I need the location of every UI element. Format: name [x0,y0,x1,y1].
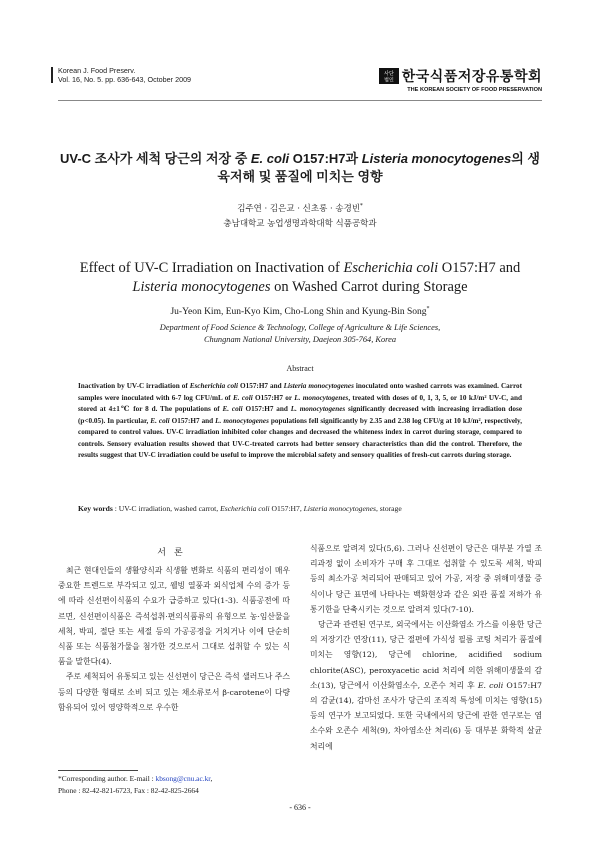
journal-citation [58,66,191,84]
footnote-punct: , [210,774,213,783]
section-heading-introduction: 서론 [157,548,191,558]
title-en-italic: Listeria monocytogenes [132,279,271,295]
title-en-part: Effect of UV-C Irradiation on Inactivation of [79,260,344,276]
title-ko-italic: E. coli [250,151,290,166]
abstract-italic: E. coli [222,405,243,413]
abstract-italic: L. monocytogenes [290,405,346,413]
abstract-italic: L. monocytogenes [215,416,269,425]
abstract-text: significantly decreased with increasing irradiation dose (p<0.05). In particular, [78,405,523,425]
footnote-rule [58,770,138,771]
abstract-text: Inactivation by UV-C irradiation of [78,382,190,390]
authors-english [58,306,542,317]
abstract-text: populations fell significantly by 2.35 and 2.38 log CFU/g at 10 kJ/m², respectively, compared to control values. UV-C irradiation inhibited color changes and decreased the whiteness index in carrot during storage, compared to controls. Sensory evaluation results showed that UV-C-treated carrots had better sensory characteristics than did the control. Therefore, the results suggest that UV-C irradiation could be useful to improve the microbial safety and sensory qualities of fresh-cut carrots during storage. [78,416,522,459]
affiliation-english [58,322,542,346]
header-rule [58,100,542,101]
society-logo-icon [379,68,399,84]
title-ko-part: UV-C 조사가 세척 당근의 저장 중 [60,151,251,166]
abstract-text: , treated with doses of 0, 1, 3, 5, or 10 kJ/m² UV-C, and stored at 4±1℃ for 8 d. The populations of [78,393,523,413]
title-ko-part: O157:H7과 [289,151,362,166]
paragraph-italic: E. coli [477,680,504,690]
authors-en-text: Ju-Yeon Kim, Eun-Kyo Kim, Cho-Long Shin and Kyung-Bin Song [170,307,427,318]
email-link[interactable]: kbsong@cnu.ac.kr [155,774,211,783]
society-name-ko: 한국식품저장유통학회 [401,68,542,84]
footnote-corresponding-author [58,773,298,796]
title-korean [58,150,542,186]
paragraph [310,617,542,754]
abstract-italic: Escherichia coli [189,382,239,390]
keywords-text: O157:H7, [269,504,304,513]
keywords-label: Key words [78,504,113,513]
journal-name: Korean J. Food Preserv. [58,66,136,75]
corresponding-mark: * [360,203,363,210]
society-header [379,66,542,93]
abstract-italic: E. coli [233,393,253,402]
corresponding-mark: * [426,306,430,312]
affiliation-en-line: Department of Food Science & Technology, College of Agriculture & Life Sciences, [159,323,441,332]
svg-text:법인: 법인 [383,77,394,84]
body-column-left [58,563,290,715]
paragraph: 주로 세척되어 유통되고 있는 신선편이 당근은 즉석 샐러드나 주스 등의 다양한 형태로 소비 되고 있는 채소류로서 β-carotene이 다량 함유되어 있어 영양학적으로 우수한 [58,672,290,712]
journal-bar [51,67,53,83]
keywords-text: : UV-C irradiation, washed carrot, [112,504,221,513]
paragraph: 식품으로 알려져 있다(5,6). 그러나 신선편이 당근은 대부분 가열 조리과정 없이 소비자가 구매 후 그대로 섭취할 수 있도록 세척, 박피 등의 최소가공 처리되어 판매되고 있어 가공, 저장 중 위해미생물 증식이나 당근 표면에 나타나는 백화현상과 같은 외관 품질 저하가 유통기한을 단축시키는 것으로 알려져 있다(7-10). [310,544,542,614]
paragraph-text: 당근과 관련된 연구로, 외국에서는 이산화염소 가스를 이용한 당근의 저장기간 연장(11), 당근 절편에 가식성 필름 코팅 처리가 품질에 미치는 영향(12), 당근에 chlorine, acidified sodium chlorite(ASC), peroxyacetic acid 처리에 의한 위해미생물의 감소(13), 당근에서 이산화염소수, 오존수 처리 후 [310,620,542,690]
society-name-en: THE KOREAN SOCIETY OF FOOD PRESERVATION [407,87,542,93]
affiliation-korean: 충남대학교 농업생명과학대학 식품공학과 [223,219,377,229]
keywords-text: , storage [375,504,402,513]
abstract-body [78,381,522,462]
title-english [58,259,542,297]
abstract-text: O157:H7 and [238,382,284,390]
footnote-label: *Corresponding author. E-mail : [58,774,156,783]
abstract-italic: Listeria monocytogenes [283,382,354,390]
abstract-italic: E. coli [150,416,170,425]
journal-volume: Vol. 16, No. 5. pp. 636-643, October 2009 [58,75,192,84]
abstract-text: O157:H7 and [169,416,216,425]
svg-text:사단: 사단 [383,71,394,77]
abstract-text: O157:H7 and [242,405,291,413]
abstract-heading: Abstract [286,364,314,373]
keywords [78,504,522,513]
body-column-right [310,541,542,754]
page-number: - 636 - [289,803,311,812]
title-ko-italic: Listeria monocytogenes [361,151,512,166]
title-ko-part: 의 생육저해 및 품질에 미치는 영향 [217,151,540,184]
affiliation-en-line: Chungnam National University, Daejeon 305-764, Korea [203,335,397,344]
keywords-italic: Listeria monocytogenes [303,504,376,513]
authors-ko-text: 김주연 · 김은교 · 신초롱 · 송경빈 [237,204,361,214]
abstract-italic: L. monocytogenes [294,393,349,402]
authors-korean [58,202,542,214]
title-en-part: O157:H7 and [438,260,521,276]
abstract-text: inoculated onto washed carrots was examined. Carrot samples were inoculated with 6-7 log CFU/mL of [78,382,522,402]
title-en-italic: Escherichia coli [343,260,439,276]
title-en-part: on Washed Carrot during Storage [270,279,468,295]
abstract-text: O157:H7 or [252,393,295,402]
keywords-italic: Escherichia coli [220,504,270,513]
paragraph-text: O157:H7의 감균(14), 감마선 조사가 당근의 조직적 특성에 미치는 영향(15) 등의 연구가 보고되었다. 또한 국내에서의 당근에 관한 연구로는 염소수와 오존수 세척(9), 차아염소산 처리(6) 등 대부분 화학적 살균처리에 [310,680,543,751]
paragraph: 최근 현대인들의 생활양식과 식생활 변화로 식품의 편리성이 매우 중요한 트렌드로 부각되고 있고, 웰빙 열풍과 외식업체 수의 증가 등에 따라 신선편이식품의 수요가 급증하고 있다(1-3). 식품공전에 따르면, 신선편이식품은 즉석섭취·편의식품류의 유형으로 농·임산물을 세척, 박피, 절단 또는 세절 등의 가공공정을 거치거나 이에 단순히 식품 또는 식품첨가물을 첨가한 것으로서 그대로 섭취할 수 있는 식품을 말한다(4). [58,566,290,667]
footnote-line [58,773,298,785]
footnote-phone: Phone : 82-42-821-6723, Fax : 82-42-825-2664 [58,785,199,795]
